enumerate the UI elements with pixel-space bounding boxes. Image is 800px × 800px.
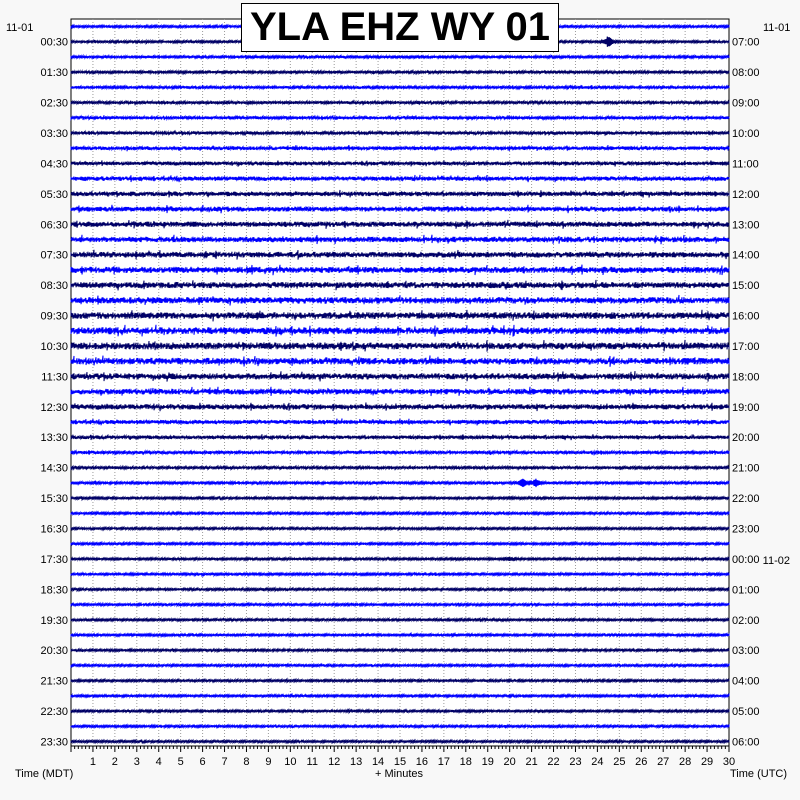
right-time-label: 08:00 [732, 67, 760, 80]
left-time-label: 11:30 [41, 371, 68, 384]
right-time-label: 22:00 [732, 493, 760, 506]
x-axis-label: + Minutes [375, 768, 423, 780]
x-tick-label: 11 [306, 756, 318, 768]
x-tick-label: 8 [243, 756, 250, 768]
left-time-label: 12:30 [40, 401, 68, 414]
left-time-label: 02:30 [40, 97, 68, 110]
x-tick-label: 17 [437, 756, 450, 768]
x-tick-label: 4 [155, 756, 162, 768]
left-time-label: 13:30 [40, 432, 68, 445]
x-tick-label: 19 [481, 756, 494, 768]
x-tick-label: 27 [657, 756, 670, 768]
right-time-label: 03:00 [732, 645, 760, 658]
right-time-label: 05:00 [732, 706, 760, 719]
right-time-label: 04:00 [732, 675, 760, 688]
right-next-date-label: 11-02 [762, 555, 790, 567]
x-tick-label: 2 [111, 756, 118, 768]
x-tick-label: 18 [459, 756, 472, 768]
left-time-label: 19:30 [40, 614, 68, 627]
right-time-label: 11:00 [732, 158, 759, 171]
right-time-label: 19:00 [732, 401, 760, 414]
right-axis-label: Time (UTC) [730, 768, 788, 780]
left-time-label: 03:30 [40, 127, 68, 140]
left-time-label: 04:30 [40, 158, 68, 171]
left-time-label: 20:30 [40, 645, 68, 658]
right-date-label: 11-01 [763, 22, 791, 34]
left-time-label: 23:30 [40, 736, 68, 749]
x-tick-label: 28 [679, 756, 692, 768]
x-tick-label: 16 [415, 756, 429, 768]
left-time-label: 21:30 [40, 675, 68, 688]
right-time-label: 12:00 [732, 188, 760, 201]
left-time-label: 10:30 [40, 340, 68, 353]
right-time-label: 00:00 [732, 553, 760, 566]
right-time-label: 16:00 [732, 310, 760, 323]
left-time-label: 08:30 [40, 280, 68, 293]
x-tick-label: 3 [133, 756, 140, 768]
right-time-label: 17:00 [732, 340, 760, 353]
right-time-label: 02:00 [732, 614, 760, 627]
x-axis [71, 746, 735, 768]
x-tick-label: 7 [221, 756, 228, 768]
right-time-label: 23:00 [732, 523, 760, 536]
x-tick-label: 14 [371, 756, 385, 768]
chart-title: YLA EHZ WY 01 [241, 3, 559, 52]
left-time-label: 14:30 [40, 462, 68, 475]
left-time-label: 16:30 [40, 523, 68, 536]
x-tick-label: 21 [525, 756, 538, 768]
left-time-label: 01:30 [40, 67, 68, 80]
right-time-label: 01:00 [732, 584, 760, 597]
x-tick-label: 20 [503, 756, 516, 768]
right-time-label: 20:00 [732, 432, 760, 445]
x-tick-label: 22 [547, 756, 560, 768]
x-tick-label: 9 [265, 756, 272, 768]
left-time-label: 17:30 [40, 553, 68, 566]
x-tick-label: 12 [328, 756, 341, 768]
right-time-label: 06:00 [732, 736, 760, 749]
left-time-label: 07:30 [40, 249, 68, 262]
x-tick-label: 23 [569, 756, 582, 768]
right-time-label: 07:00 [732, 36, 760, 49]
x-tick-label: 26 [635, 756, 648, 768]
x-tick-label: 1 [89, 756, 96, 768]
left-time-label: 22:30 [40, 706, 68, 719]
left-time-label: 09:30 [40, 310, 68, 323]
right-time-label: 09:00 [732, 97, 760, 110]
right-time-label: 13:00 [732, 219, 760, 232]
x-tick-label: 25 [613, 756, 626, 768]
x-tick-label: 5 [177, 756, 184, 768]
right-time-label: 15:00 [732, 280, 760, 293]
right-time-label: 18:00 [732, 371, 760, 384]
left-date-label: 11-01 [6, 22, 34, 34]
right-time-label: 14:00 [732, 249, 760, 262]
x-tick-label: 30 [722, 756, 736, 768]
left-time-label: 18:30 [40, 584, 68, 597]
seismic-event [502, 557, 518, 561]
right-time-label: 21:00 [732, 462, 760, 475]
x-tick-label: 15 [393, 756, 407, 768]
left-time-label: 00:30 [40, 36, 68, 49]
x-tick-label: 29 [700, 756, 714, 768]
right-time-label: 10:00 [732, 127, 760, 140]
x-tick-label: 13 [350, 756, 363, 768]
left-axis-label: Time (MDT) [15, 768, 74, 780]
x-tick-label: 10 [284, 756, 297, 768]
x-tick-label: 24 [591, 756, 604, 768]
left-time-label: 05:30 [40, 188, 68, 201]
left-time-label: 06:30 [40, 219, 68, 232]
left-time-label: 15:30 [40, 493, 68, 506]
x-tick-label: 6 [199, 756, 206, 768]
seismic-trace-line [71, 542, 729, 545]
